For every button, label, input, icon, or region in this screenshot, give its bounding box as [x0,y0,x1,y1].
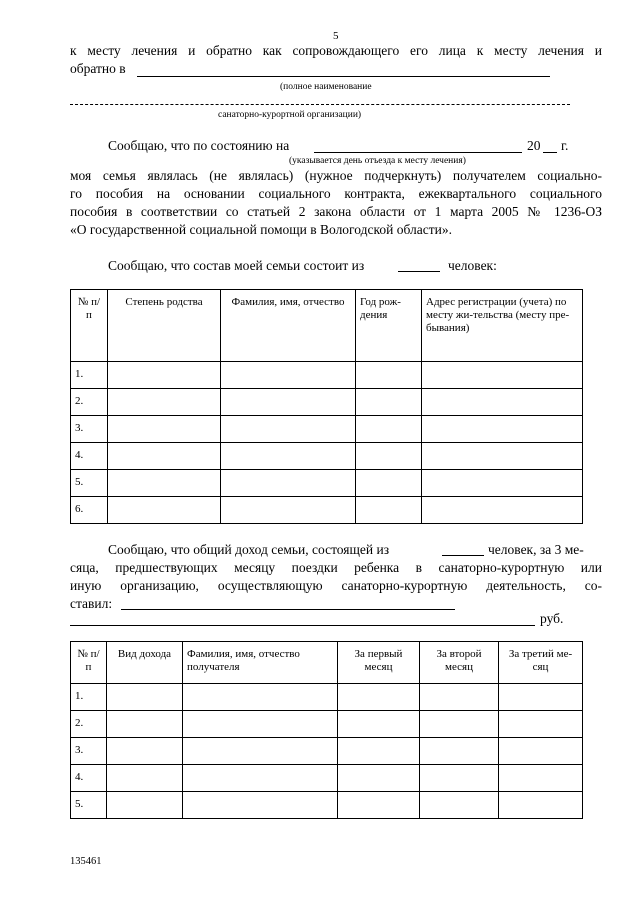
page-number: 5 [333,30,339,42]
cell-third-month[interactable] [499,711,583,738]
cell-first-month[interactable] [338,711,420,738]
table-row [71,792,583,819]
family-table-header [71,290,583,362]
table-row [71,416,583,443]
cell-relation[interactable] [108,389,221,416]
header-relation: Степень родства [108,290,221,362]
cell-recipient-name[interactable] [183,765,338,792]
header-birth-year: Год рож-дения [356,290,422,362]
date-caption: (указывается день отъезда к месту лечения) [289,156,466,166]
cell-third-month[interactable] [499,792,583,819]
cell-birth-year[interactable] [356,362,422,389]
row-number: 2. [71,711,107,738]
header-number: № п/п [71,642,107,684]
year-prefix: 20 [527,138,541,153]
income-amount-line-2[interactable] [70,625,535,626]
cell-income-type[interactable] [107,684,183,711]
cell-address[interactable] [422,497,583,524]
cell-second-month[interactable] [420,711,499,738]
cell-birth-year[interactable] [356,470,422,497]
header-third-month: За третий ме-сяц [499,642,583,684]
row-number: 3. [71,416,108,443]
income-family-count-line[interactable] [442,555,484,556]
intro-line-2: обратно в [70,61,126,76]
cell-address[interactable] [422,443,583,470]
para2-suffix: человек: [448,258,497,273]
org-name-line-2[interactable] [70,104,570,105]
cell-second-month[interactable] [420,684,499,711]
cell-address[interactable] [422,470,583,497]
cell-income-type[interactable] [107,765,183,792]
cell-address[interactable] [422,362,583,389]
row-number: 5. [71,470,108,497]
year-suffix: г. [561,138,569,153]
para1-line-2: моя семья являлась (не являлась) (нужное подчеркнуть) получателем социально- [70,168,602,183]
row-number: 3. [71,738,107,765]
row-number: 6. [71,497,108,524]
cell-third-month[interactable] [499,765,583,792]
cell-birth-year[interactable] [356,443,422,470]
cell-third-month[interactable] [499,738,583,765]
row-number: 4. [71,765,107,792]
para3-line-2: сяца, предшествующих месяцу поездки ребенка в санаторно-курортную или [70,560,602,575]
para2-prefix: Сообщаю, что состав моей семьи состоит из [108,258,365,273]
cell-full-name[interactable] [221,443,356,470]
cell-address[interactable] [422,389,583,416]
table-row [71,738,583,765]
cell-birth-year[interactable] [356,389,422,416]
row-number: 4. [71,443,108,470]
cell-full-name[interactable] [221,389,356,416]
cell-recipient-name[interactable] [183,711,338,738]
table-row [71,362,583,389]
cell-address[interactable] [422,416,583,443]
para3-line-3: иную организацию, осуществляющую санаторно-курортную деятельность, со- [70,578,602,593]
para3-line-1a: Сообщаю, что общий доход семьи, состоящей из [108,542,390,557]
row-number: 1. [71,684,107,711]
para1-prefix: Сообщаю, что по состоянию на [108,138,290,153]
header-second-month: За второй месяц [420,642,499,684]
table-row [71,684,583,711]
table-row [71,711,583,738]
cell-third-month[interactable] [499,684,583,711]
cell-recipient-name[interactable] [183,684,338,711]
cell-relation[interactable] [108,416,221,443]
currency-label: руб. [540,611,564,626]
cell-first-month[interactable] [338,684,420,711]
cell-second-month[interactable] [420,765,499,792]
header-first-month: За первый месяц [338,642,420,684]
income-table-header [71,642,583,684]
cell-second-month[interactable] [420,738,499,765]
cell-first-month[interactable] [338,792,420,819]
cell-income-type[interactable] [107,711,183,738]
row-number: 2. [71,389,108,416]
cell-first-month[interactable] [338,738,420,765]
para1-line-3: го пособия на основании социального контракта, ежеквартального социального [70,186,602,201]
org-name-caption: (полное наименование [280,82,372,92]
table-row [71,443,583,470]
header-full-name: Фамилия, имя, отчество [221,290,356,362]
cell-full-name[interactable] [221,470,356,497]
cell-first-month[interactable] [338,765,420,792]
cell-relation[interactable] [108,443,221,470]
income-table [70,641,583,819]
cell-second-month[interactable] [420,792,499,819]
family-count-line[interactable] [398,271,440,272]
para1-line-5: «О государственной социальной помощи в Вологодской области». [70,222,452,237]
org-name-line[interactable] [137,76,550,77]
cell-recipient-name[interactable] [183,792,338,819]
cell-income-type[interactable] [107,792,183,819]
intro-line-1: к месту лечения и обратно как сопровождающего его лица к месту лечения и [70,43,602,58]
cell-birth-year[interactable] [356,497,422,524]
table-row [71,470,583,497]
header-income-type: Вид дохода [107,642,183,684]
cell-income-type[interactable] [107,738,183,765]
cell-relation[interactable] [108,362,221,389]
year-field-line[interactable] [543,152,557,153]
document-code: 135461 [70,856,102,867]
date-field-line[interactable] [314,152,522,153]
header-address: Адрес регистрации (учета) по месту жи-тельства (месту пре-бывания) [422,290,583,362]
income-amount-line[interactable] [121,609,455,610]
cell-recipient-name[interactable] [183,738,338,765]
table-row [71,765,583,792]
row-number: 1. [71,362,108,389]
cell-relation[interactable] [108,470,221,497]
para3-line-4: ставил: [70,596,113,611]
header-recipient-name: Фамилия, имя, отчество получателя [183,642,338,684]
table-row [71,389,583,416]
cell-relation[interactable] [108,497,221,524]
para1-line-4: пособия в соответствии со статьей 2 закона области от 1 марта 2005 № 1236-ОЗ [70,204,602,219]
cell-full-name[interactable] [221,416,356,443]
header-number: № п/п [71,290,108,362]
para3-line-1b: человек, за 3 ме- [488,542,584,557]
cell-full-name[interactable] [221,497,356,524]
family-table [70,289,583,524]
cell-birth-year[interactable] [356,416,422,443]
table-row [71,497,583,524]
row-number: 5. [71,792,107,819]
org-type-caption: санаторно-курортной организации) [218,110,362,120]
cell-full-name[interactable] [221,362,356,389]
